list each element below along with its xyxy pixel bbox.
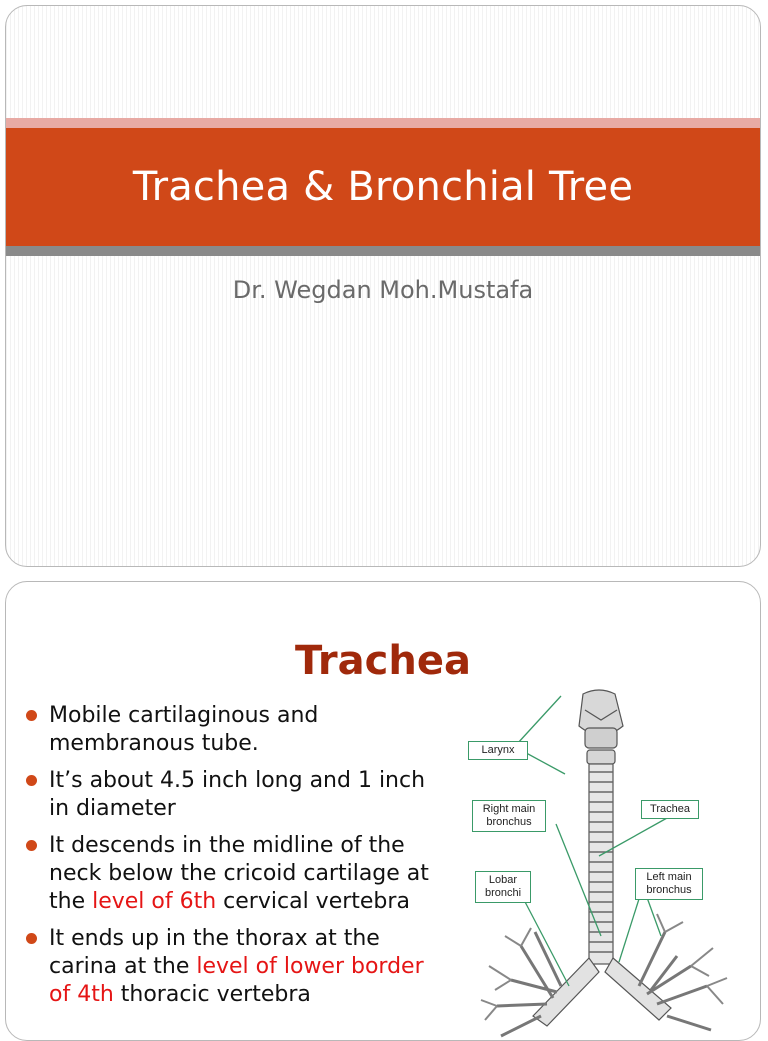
bullet-dot-icon	[26, 710, 37, 721]
highlighted-text: level of 6th	[92, 889, 217, 914]
bullet-item	[24, 925, 444, 1009]
bullet-item	[24, 702, 444, 758]
content-slide	[5, 581, 761, 1041]
highlighted-text: level of lower border of 4th	[49, 954, 424, 1007]
label-larynx: Larynx	[468, 741, 528, 760]
bronchial-tree-illustration	[461, 686, 761, 1041]
bullet-dot-icon	[26, 840, 37, 851]
bullet-text: It descends in the midline of the neck below the cricoid cartilage at the	[49, 833, 429, 914]
bullet-text: thoracic vertebra	[113, 982, 311, 1007]
bullet-item	[24, 767, 444, 823]
trachea-diagram	[461, 686, 761, 1041]
bullet-text: It ends up in the thorax at the carina at the	[49, 926, 380, 979]
bullet-item	[24, 832, 444, 916]
slide-heading: Trachea	[295, 638, 471, 684]
title-band-main	[6, 128, 760, 246]
label-lobar-bronchi: Lobar bronchi	[475, 871, 531, 903]
bullet-text: cervical vertebra	[216, 889, 410, 914]
bullet-dot-icon	[26, 933, 37, 944]
bullet-dot-icon	[26, 775, 37, 786]
slide-subtitle: Dr. Wegdan Moh.Mustafa	[232, 276, 534, 304]
title-slide	[5, 5, 761, 567]
label-trachea: Trachea	[641, 800, 699, 819]
label-right-main-bronchus: Right main bronchus	[472, 800, 546, 832]
slide-title: Trachea & Bronchial Tree	[132, 164, 634, 210]
title-band-top-stripe	[6, 118, 760, 128]
bullet-list	[24, 702, 444, 1018]
title-band-bottom-stripe	[6, 246, 760, 256]
bullet-text: Mobile cartilaginous and membranous tube.	[49, 703, 319, 756]
title-band	[6, 118, 760, 256]
bullet-text: It’s about 4.5 inch long and 1 inch in diameter	[49, 768, 426, 821]
label-left-main-bronchus: Left main bronchus	[635, 868, 703, 900]
